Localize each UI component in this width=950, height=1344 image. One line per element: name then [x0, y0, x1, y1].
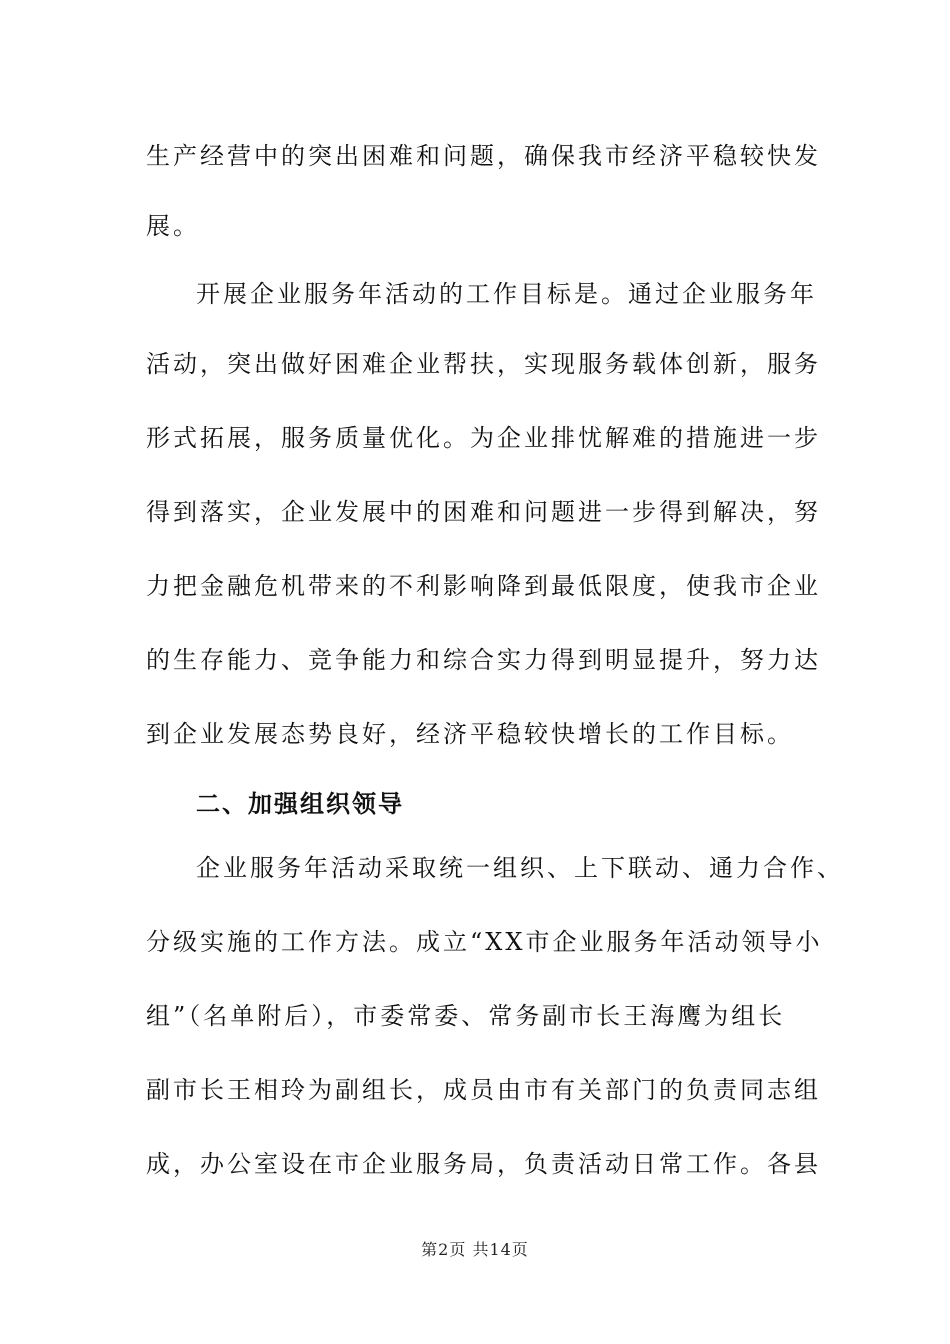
paragraph-line: 到企业发展态势良好，经济平稳较快增长的工作目标。	[146, 720, 794, 748]
paragraph-line: 企业服务年活动采取统一组织、上下联动、通力合作、	[196, 854, 844, 882]
paragraph-line: 生产经营中的突出困难和问题，确保我市经济平稳较快发	[146, 142, 821, 170]
section-heading: 二、加强组织领导	[196, 790, 404, 818]
paragraph-line: 分级实施的工作方法。成立“XX市企业服务年活动领导小	[146, 928, 823, 956]
paragraph-line: 组”（名单附后），市委常委、常务副市长王海鹰为组长	[146, 1002, 786, 1030]
page-number-footer: 第2页 共14页	[421, 1240, 529, 1259]
paragraph-line: 形式拓展，服务质量优化。为企业排忧解难的措施进一步	[146, 424, 821, 452]
paragraph-line: 开展企业服务年活动的工作目标是。通过企业服务年	[196, 280, 817, 308]
paragraph-line: 展。	[146, 212, 200, 240]
paragraph-line: 活动，突出做好困难企业帮扶，实现服务载体创新，服务	[146, 350, 821, 378]
paragraph-line: 的生存能力、竞争能力和综合实力得到明显提升，努力达	[146, 646, 821, 674]
paragraph-line: 成，办公室设在市企业服务局，负责活动日常工作。各县	[146, 1150, 821, 1178]
paragraph-line: 副市长王相玲为副组长，成员由市有关部门的负责同志组	[146, 1076, 821, 1104]
paragraph-line: 得到落实，企业发展中的困难和问题进一步得到解决，努	[146, 498, 821, 526]
paragraph-line: 力把金融危机带来的不利影响降到最低限度，使我市企业	[146, 572, 821, 600]
